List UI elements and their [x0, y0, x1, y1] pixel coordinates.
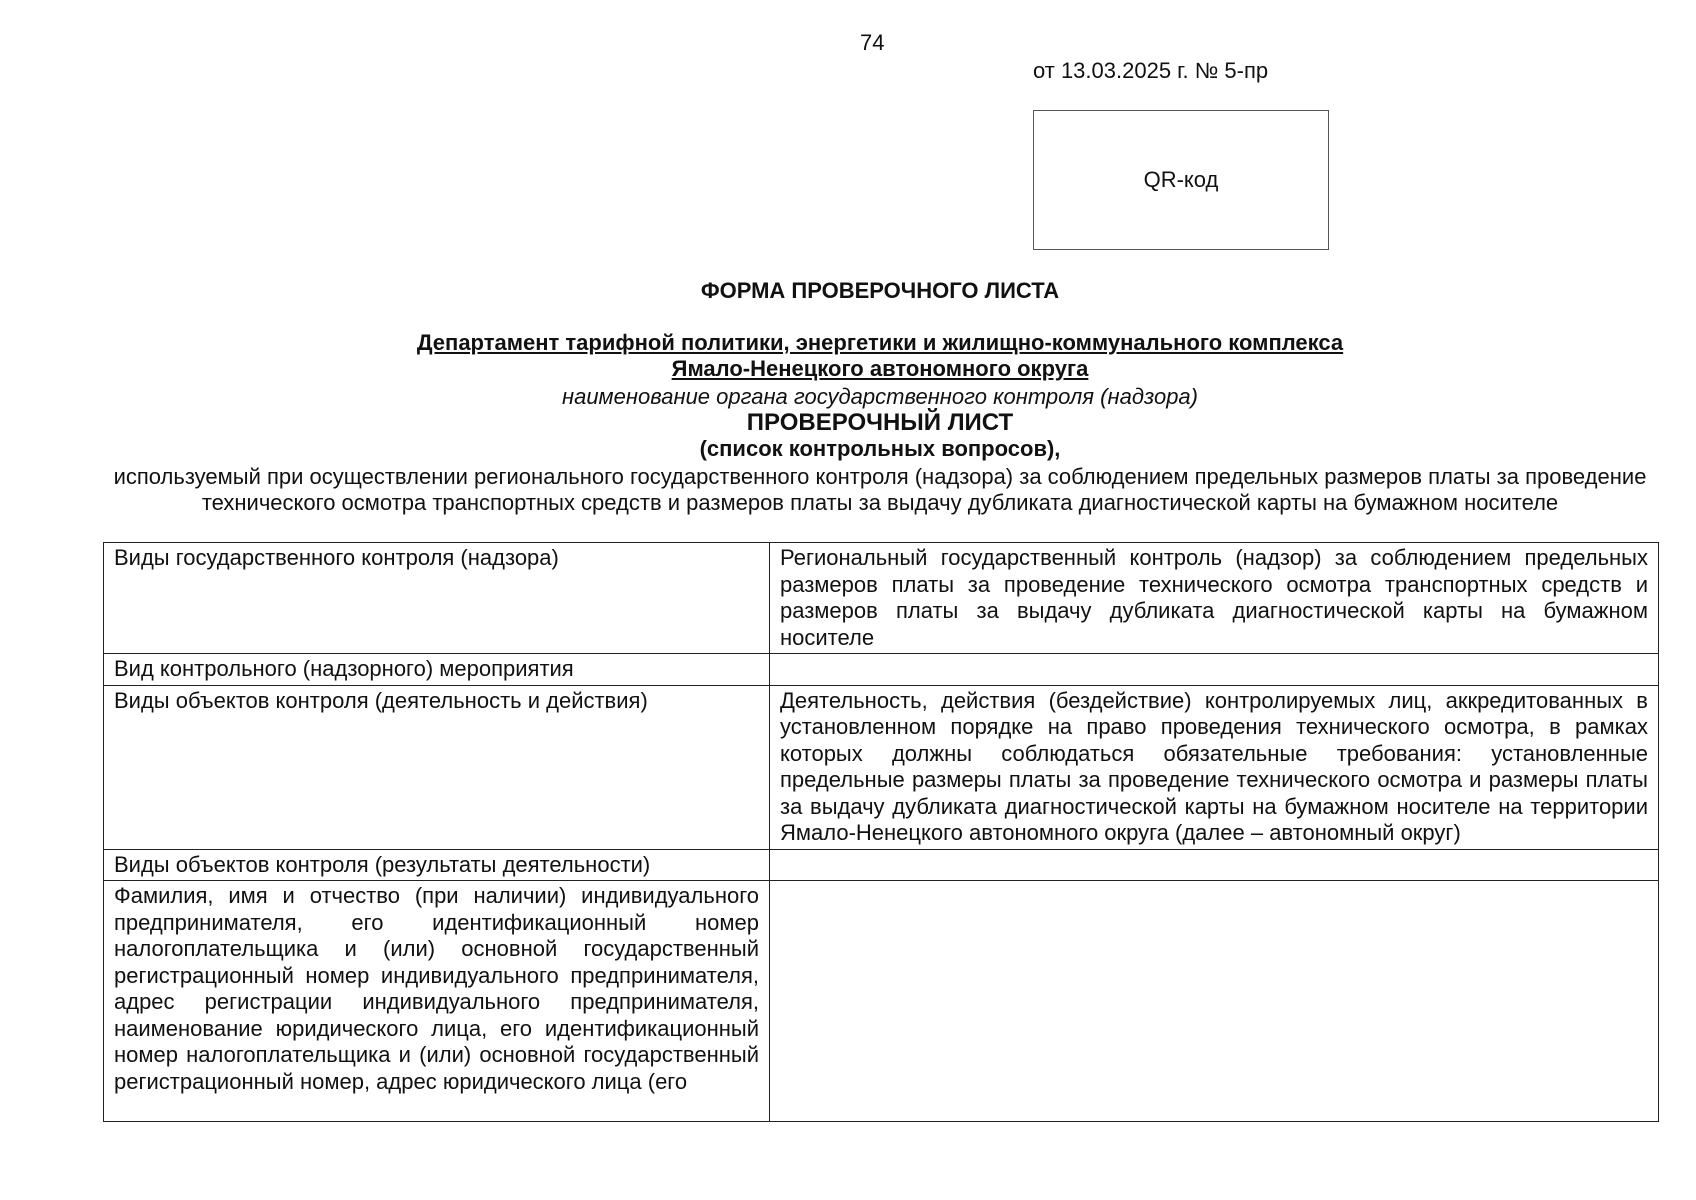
row-label: Виды объектов контроля (результаты деятельности)	[104, 849, 770, 881]
row-label: Вид контрольного (надзорного) мероприятия	[104, 654, 770, 686]
sheet-purpose: используемый при осуществлении регионального государственного контроля (надзора) за соблюдением предельных размеров платы за проведение технического осмотра транспортных средств и размеров платы за выдачу дубликата диагностической карты на бумажном носителе	[113, 464, 1647, 515]
department-name	[110, 330, 1650, 382]
qr-code-label: QR-код	[1143, 167, 1219, 192]
table-row	[104, 685, 1659, 849]
row-value	[770, 654, 1659, 686]
department-line-1: Департамент тарифной политики, энергетики и жилищно-коммунального комплекса	[416, 330, 1344, 355]
row-value: Региональный государственный контроль (надзор) за соблюдением предельных размеров платы за проведение технического осмотра транспортных средств и размеров платы за выдачу дубликата диагностической карты на бумажном носителе	[770, 543, 1659, 654]
table-row	[104, 849, 1659, 881]
qr-code-placeholder	[1033, 110, 1329, 250]
checklist-info-table	[103, 542, 1659, 1122]
table-row	[104, 654, 1659, 686]
form-title: ФОРМА ПРОВЕРОЧНОГО ЛИСТА	[700, 278, 1060, 303]
table-row	[104, 881, 1659, 1122]
row-label: Виды государственного контроля (надзора)	[104, 543, 770, 654]
sheet-title: ПРОВЕРОЧНЫЙ ЛИСТ	[746, 409, 1014, 436]
row-value	[770, 849, 1659, 881]
row-label-text: Фамилия, имя и отчество (при наличии) индивидуального предпринимателя, его идентификационный номер налогоплательщика и (или) основной государственный регистрационный номер индивидуального предпринимателя, адрес регистрации индивидуального предпринимателя, наименование юридического лица, его идентификационный номер налогоплательщика и (или) основной государственный регистрационный номер, адрес юридического лица (его	[114, 883, 759, 1094]
decree-reference: от 13.03.2025 г. № 5-пр	[1033, 58, 1269, 83]
department-line-2: Ямало-Ненецкого автономного округа	[671, 356, 1089, 381]
row-value: Деятельность, действия (бездействие) контролируемых лиц, аккредитованных в установленном порядке на право проведения технического осмотра, в рамках которых должны соблюдаться обязательные требования: установленные предельные размеры платы за проведение технического осмотра и размеры платы за выдачу дубликата диагностической карты на бумажном носителе на территории Ямало-Ненецкого автономного округа (далее – автономный округ)	[770, 685, 1659, 849]
row-value	[770, 881, 1659, 1122]
row-label: Виды объектов контроля (деятельность и действия)	[104, 685, 770, 849]
authority-hint: наименование органа государственного контроля (надзора)	[561, 384, 1198, 409]
page-number: 74	[860, 30, 885, 55]
sheet-subtitle: (список контрольных вопросов),	[699, 436, 1061, 461]
table-row	[104, 543, 1659, 654]
row-label	[104, 881, 770, 1122]
